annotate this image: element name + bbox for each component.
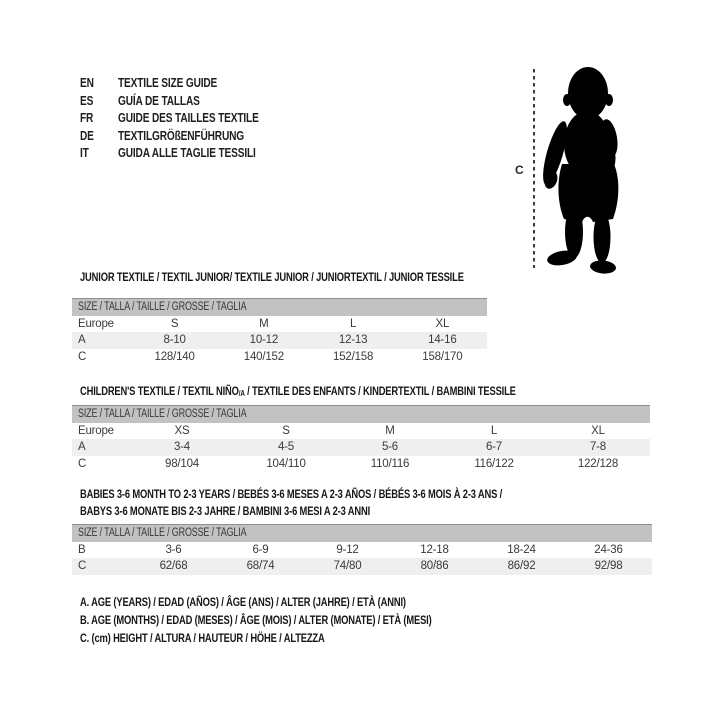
language-label: TEXTILE SIZE GUIDE	[118, 75, 218, 90]
children-table-title	[80, 383, 639, 402]
size-cell: 4-5	[234, 439, 338, 456]
row-label: A	[72, 332, 130, 349]
table-row	[72, 456, 650, 473]
language-label: GUÍA DE TALLAS	[118, 92, 200, 108]
table-row	[72, 542, 652, 559]
row-label: C	[78, 350, 87, 363]
row-label: A	[72, 439, 130, 456]
size-cell: 62/68	[130, 558, 217, 575]
size-cell: XL	[591, 424, 605, 437]
row-label: B	[78, 543, 86, 556]
legend-line	[80, 629, 531, 647]
junior-table-title-text: JUNIOR TEXTILE / TEXTIL JUNIOR/ TEXTILE JUNIOR / JUNIORTEXTIL / JUNIOR TESSILE	[80, 270, 464, 284]
size-cell: 12-13	[309, 332, 398, 349]
size-cell: 7-8	[546, 439, 650, 456]
legend-line	[80, 611, 531, 629]
size-cell: 9-12	[336, 543, 359, 556]
size-cell: M	[259, 317, 269, 330]
size-cell: 68/74	[217, 558, 304, 575]
table-row	[72, 423, 650, 440]
size-cell: 12-18	[420, 543, 449, 556]
size-header-bar	[72, 406, 650, 423]
size-cell: L	[350, 317, 357, 330]
size-cell: S	[282, 424, 290, 437]
babies-table-title-line1: BABIES 3-6 MONTH TO 2-3 YEARS / BEBÉS 3-6 MESES A 2-3 AÑOS / BÉBÉS 3-6 MOIS À 2-3 ANS /	[80, 487, 503, 501]
children-title-subscript: /A	[238, 389, 245, 398]
toddler-silhouette-icon	[540, 66, 640, 276]
size-header-label: SIZE / TALLA / TAILLE / GRÖSSE / TAGLIA	[78, 408, 247, 421]
size-cell: 3-6	[165, 543, 182, 556]
language-label: GUIDA ALLE TAGLIE TESSILI	[118, 145, 256, 161]
row-label: C	[78, 457, 87, 470]
language-code: EN	[80, 75, 94, 90]
size-cell: 74/80	[304, 558, 391, 575]
size-cell: XL	[435, 317, 450, 330]
language-code: ES	[80, 92, 94, 108]
size-cell: 8-10	[130, 332, 219, 349]
legend-line	[80, 593, 531, 611]
table-row	[72, 439, 650, 456]
size-cell: 6-9	[252, 543, 269, 556]
table-row	[72, 316, 487, 333]
size-cell: 98/104	[165, 457, 199, 470]
size-cell: M	[385, 424, 395, 437]
size-cell: S	[170, 317, 179, 330]
height-marker-label: C	[515, 163, 524, 177]
size-cell: 10-12	[219, 332, 308, 349]
size-cell: 24-36	[594, 543, 623, 556]
size-cell: 158/170	[422, 350, 463, 363]
language-code: DE	[80, 127, 94, 143]
children-title-suffix: / TEXTILE DES ENFANTS / KINDERTEXTIL / BAMBINI TESSILE	[244, 384, 516, 398]
size-cell: XS	[174, 424, 190, 437]
junior-table-title	[80, 269, 572, 286]
size-header-bar	[72, 299, 487, 316]
children-table-title-text	[80, 383, 516, 402]
size-cell: 116/122	[474, 457, 514, 470]
language-label: GUIDE DES TAILLES TEXTILE	[118, 110, 259, 126]
row-label: Europe	[78, 424, 114, 437]
size-header-bar	[72, 525, 652, 542]
babies-size-table	[72, 524, 652, 575]
size-cell: 86/92	[478, 558, 565, 575]
size-cell: 128/140	[154, 350, 195, 363]
size-cell: 5-6	[338, 439, 442, 456]
table-row	[72, 332, 487, 349]
size-cell: 110/116	[370, 457, 410, 470]
row-label: Europe	[78, 317, 114, 330]
height-marker-line	[533, 69, 535, 268]
size-cell: 18-24	[507, 543, 536, 556]
junior-size-table	[72, 298, 487, 365]
legend	[80, 593, 531, 647]
size-cell: 14-16	[398, 332, 487, 349]
size-header-label: SIZE / TALLA / TAILLE / GRÖSSE / TAGLIA	[78, 527, 247, 540]
language-code: FR	[80, 110, 94, 126]
size-cell: 140/152	[243, 350, 284, 363]
legend-line-text: B. AGE (MONTHS) / EDAD (MESES) / ÂGE (MOIS) / ALTER (MONATE) / ETÀ (MESI)	[80, 613, 432, 627]
size-cell: 80/86	[391, 558, 478, 575]
legend-line-text: C. (cm) HEIGHT / ALTURA / HAUTEUR / HÖHE / ALTEZZA	[80, 631, 325, 645]
table-row	[72, 349, 487, 366]
language-code: IT	[80, 145, 89, 161]
babies-table-title-line2: BABYS 3-6 MONATE BIS 2-3 JAHRE / BAMBINI 3-6 MESI A 2-3 ANNI	[80, 504, 371, 518]
size-cell: 3-4	[130, 439, 234, 456]
size-cell: 92/98	[565, 558, 652, 575]
children-size-table	[72, 405, 650, 472]
size-cell: L	[490, 424, 498, 437]
row-label: C	[72, 558, 130, 575]
size-cell: 6-7	[442, 439, 546, 456]
babies-table-title	[80, 486, 621, 520]
size-header-label: SIZE / TALLA / TAILLE / GRÖSSE / TAGLIA	[78, 301, 247, 314]
size-cell: 152/158	[333, 350, 374, 363]
table-row	[72, 558, 652, 575]
children-title-prefix: CHILDREN'S TEXTILE / TEXTIL NIÑO	[80, 384, 239, 398]
size-cell: 122/128	[577, 457, 619, 470]
language-label: TEXTILGRÖßENFÜHRUNG	[118, 127, 245, 143]
legend-line-text: A. AGE (YEARS) / EDAD (AÑOS) / ÂGE (ANS) / ALTER (JAHRE) / ETÀ (ANNI)	[80, 595, 406, 609]
size-cell: 104/110	[266, 457, 306, 470]
